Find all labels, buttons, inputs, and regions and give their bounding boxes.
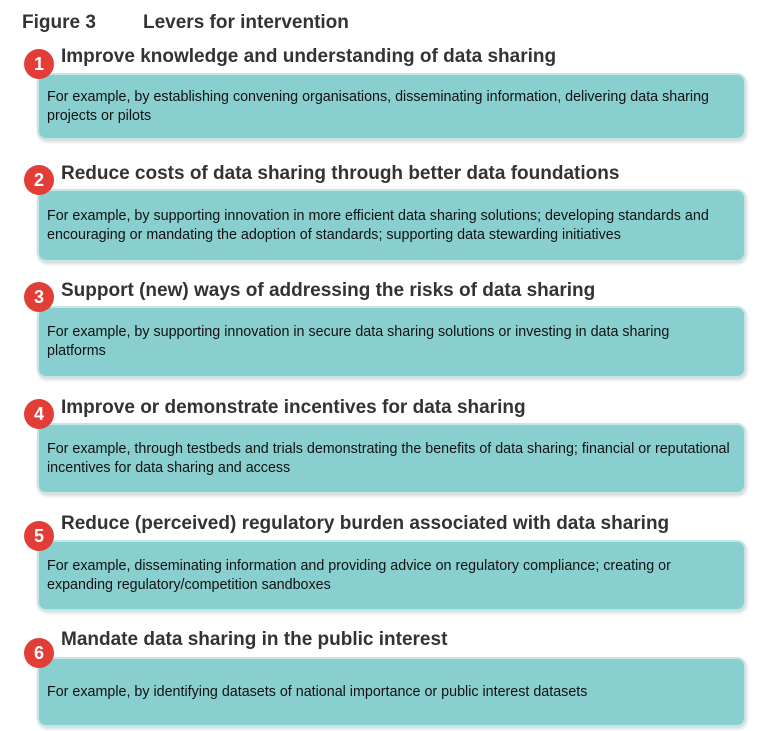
lever-example-box: For example, by supporting innovation in more efficient data sharing solutions; developing standards and encouraging or mandating the adoption of standards; supporting data stewarding initiatives — [37, 189, 746, 262]
lever-number-badge: 1 — [24, 49, 54, 79]
lever-number-badge: 6 — [24, 638, 54, 668]
lever-title: Reduce costs of data sharing through better data foundations — [61, 163, 620, 184]
lever-title: Support (new) ways of addressing the risks of data sharing — [61, 280, 596, 301]
lever-example-box: For example, by supporting innovation in secure data sharing solutions or investing in data sharing platforms — [37, 306, 746, 378]
lever-example-box: For example, by identifying datasets of national importance or public interest datasets — [37, 657, 746, 727]
figure-header — [22, 12, 349, 34]
lever-number-badge: 4 — [24, 399, 54, 429]
lever-example-box: For example, disseminating information and providing advice on regulatory compliance; creating or expanding regulatory/competition sandboxes — [37, 540, 746, 611]
lever-number-badge: 5 — [24, 521, 54, 551]
lever-example-box: For example, by establishing convening organisations, disseminating information, delivering data sharing projects or pilots — [37, 73, 746, 140]
lever-number-badge: 3 — [24, 282, 54, 312]
lever-title: Mandate data sharing in the public interest — [61, 629, 448, 650]
figure-number: Figure 3 — [22, 12, 96, 33]
lever-title: Improve or demonstrate incentives for data sharing — [61, 397, 526, 418]
figure-title: Levers for intervention — [143, 12, 349, 33]
lever-title: Reduce (perceived) regulatory burden associated with data sharing — [61, 513, 670, 534]
lever-number-badge: 2 — [24, 165, 54, 195]
lever-example-box: For example, through testbeds and trials demonstrating the benefits of data sharing; financial or reputational incentives for data sharing and access — [37, 423, 746, 494]
lever-title: Improve knowledge and understanding of data sharing — [61, 46, 557, 67]
